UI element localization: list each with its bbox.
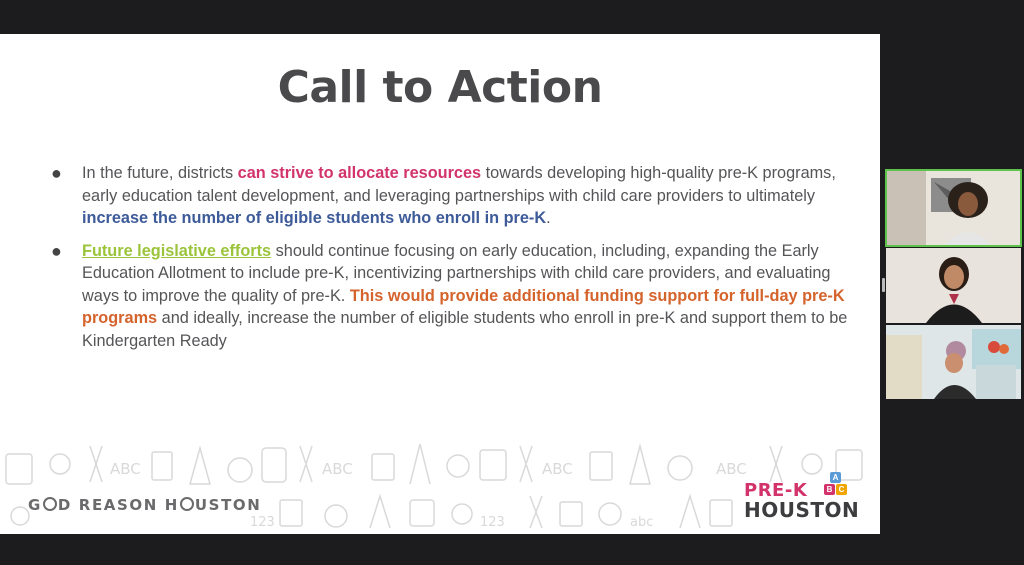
highlight-link-lime: Future legislative efforts xyxy=(82,241,272,260)
pre-k-houston-logo xyxy=(744,473,864,522)
highlight-orange: This would provide additional funding support for full-day pre-K programs xyxy=(82,286,845,327)
svg-text:abc: abc xyxy=(630,515,654,530)
bullet-item-1 xyxy=(48,162,848,230)
bullet-text: towards developing high-quality pre-K programs, early education talent development, and leveraging partnerships with child care providers to ultimately xyxy=(82,164,836,205)
bullet-text: In the future, districts xyxy=(82,164,238,182)
abc-blocks-icon: A B C xyxy=(824,472,848,498)
svg-text:ABC: ABC xyxy=(322,460,353,478)
participant-video-3[interactable] xyxy=(886,325,1021,399)
bullet-text: should continue focusing on early education, including, expanding the Early Education Allotment to include pre-K, incentivizing partnerships with child care providers, and evaluating ways to improve the quality of pre-K. xyxy=(82,241,831,305)
participant-video-2[interactable] xyxy=(886,248,1021,323)
svg-text:ABC: ABC xyxy=(110,460,141,478)
highlight-blue: increase the number of eligible students who enroll in pre-K xyxy=(82,209,547,227)
bullet-text: . xyxy=(546,209,551,227)
houston-text: HOUSTON xyxy=(744,498,860,522)
svg-text:123: 123 xyxy=(250,515,275,530)
bullet-dot-icon: ● xyxy=(51,240,62,261)
pre-k-text: PRE-K xyxy=(744,480,808,501)
bullet-text: and ideally, increase the number of eligible students who enroll in pre-K and support them to be Kindergarten Ready xyxy=(82,309,848,350)
bullet-list xyxy=(48,162,848,362)
svg-text:123: 123 xyxy=(480,515,505,530)
participant-video-1[interactable] xyxy=(886,170,1021,246)
good-reason-houston-logo: G D REASON H USTON xyxy=(28,496,262,514)
slide-title: Call to Action xyxy=(277,62,603,113)
bullet-item-2 xyxy=(48,240,848,353)
svg-text:ABC: ABC xyxy=(716,460,747,478)
presentation-slide xyxy=(0,34,880,534)
highlight-pink: can strive to allocate resources xyxy=(237,164,482,182)
svg-text:ABC: ABC xyxy=(542,460,573,478)
bullet-dot-icon: ● xyxy=(51,163,62,183)
panel-resize-handle[interactable] xyxy=(882,278,885,292)
